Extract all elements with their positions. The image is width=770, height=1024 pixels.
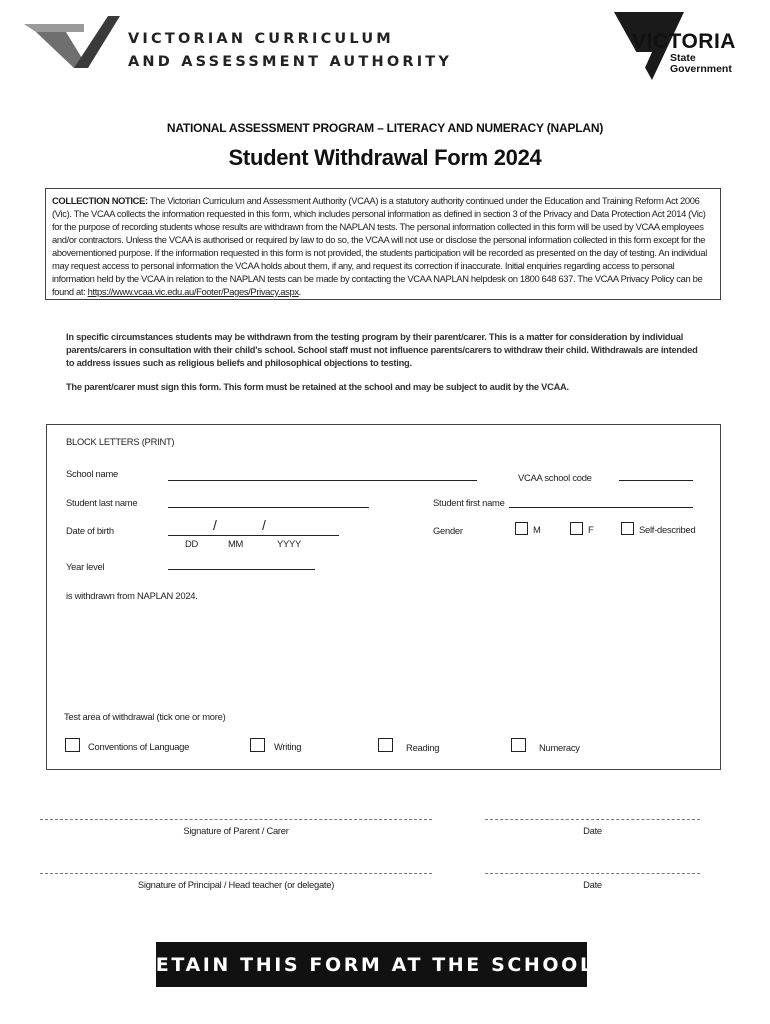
notice-label: COLLECTION NOTICE:	[52, 195, 148, 206]
intro-paragraph: In specific circumstances students may be withdrawn from the testing program by their parent/carer. This is a matter for consideration by individual parents/carers in consultation with their child's school. School staff must not influence parents/carers to withdraw their child. Withdrawals are intended to address issues such as religious beliefs and philosophical objections to testing.	[66, 332, 698, 369]
student-last-name-label: Student last name	[66, 497, 138, 508]
vcaa-chevron-icon	[22, 14, 122, 76]
notice-end: .	[298, 286, 301, 297]
withdrawn-statement: is withdrawn from NAPLAN 2024.	[66, 590, 198, 601]
vcaa-school-code-label: VCAA school code	[518, 472, 592, 483]
gender-self-described-checkbox[interactable]	[621, 522, 634, 535]
writing-checkbox[interactable]	[250, 738, 265, 752]
numeracy-checkbox[interactable]	[511, 738, 526, 752]
victoria-government-logo	[612, 12, 752, 82]
parent-date-field[interactable]	[485, 819, 700, 820]
government-line: Government	[670, 63, 732, 75]
writing-label: Writing	[274, 741, 302, 752]
reading-checkbox[interactable]	[378, 738, 393, 752]
student-first-name-label: Student first name	[433, 497, 505, 508]
parent-signature-field[interactable]	[40, 819, 432, 820]
gender-label: Gender	[433, 525, 463, 536]
dob-slash-2: /	[262, 517, 266, 533]
retain-form-banner: RETAIN THIS FORM AT THE SCHOOL.	[156, 942, 587, 987]
privacy-policy-link[interactable]: https://www.vcaa.vic.edu.au/Footer/Pages/Privacy.aspx	[87, 286, 299, 297]
dob-dd-hint: DD	[185, 538, 199, 549]
student-first-name-field[interactable]	[509, 507, 693, 508]
parent-signature-label: Signature of Parent / Carer	[183, 825, 289, 836]
reading-label: Reading	[406, 742, 440, 753]
sign-instruction: The parent/carer must sign this form. This form must be retained at the school and may be subject to audit by the VCAA.	[66, 382, 569, 392]
dob-mm-hint: MM	[228, 538, 244, 549]
vcaa-logo	[22, 14, 453, 76]
gender-m-label: M	[533, 524, 541, 535]
test-area-label: Test area of withdrawal (tick one or more)	[64, 711, 226, 722]
dob-yyyy-hint: YYYY	[277, 538, 302, 549]
gender-f-label: F	[588, 524, 594, 535]
program-heading: NATIONAL ASSESSMENT PROGRAM – LITERACY AND NUMERACY (NAPLAN)	[166, 121, 604, 135]
gender-f-checkbox[interactable]	[570, 522, 583, 535]
school-name-label: School name	[66, 468, 118, 479]
vcaa-school-code-field[interactable]	[619, 480, 693, 481]
state-line: State	[670, 52, 696, 64]
date-of-birth-label: Date of birth	[66, 525, 114, 536]
student-last-name-field[interactable]	[168, 507, 369, 508]
principal-date-label: Date	[583, 879, 602, 890]
gender-m-checkbox[interactable]	[515, 522, 528, 535]
date-of-birth-field[interactable]	[168, 535, 339, 536]
notice-text: The Victorian Curriculum and Assessment Authority (VCAA) is a statutory authority continued under the Education and Training Reform Act 2006 (Vic). The VCAA collects the information requested in this form, which includes personal information as defined in section 3 of the Privacy and Data Protection Act 2014 (Vic) for the purpose of recording students whose results are withdrawn from the NAPLAN tests. The personal information collected in this form will be used by VCAA employees and/or contractors. Unless the VCAA is authorised or required by law to do so, the VCAA will not use or disclose the personal information collected in this form except for the abovementioned purpose. If the information requested in this form is not provided, the students participation will be recorded as presented on the day of testing. An individual may request access to personal information the VCAA holds about them, if any, and request its correction if inaccurate. Initial enquiries regarding access to personal information held by the VCAA in relation to the NAPLAN tests can be made by contacting the VCAA NAPLAN helpdesk on 1800 648 637. The VCAA Privacy Policy can be found at:	[52, 195, 707, 297]
parent-date-label: Date	[583, 825, 602, 836]
vcaa-name-line2: AND ASSESSMENT AUTHORITY	[128, 54, 453, 70]
principal-date-field[interactable]	[485, 873, 700, 874]
school-name-field[interactable]	[168, 480, 477, 481]
victoria-wordmark: VICTORIA	[632, 30, 736, 53]
year-level-field[interactable]	[168, 569, 315, 570]
conventions-of-language-checkbox[interactable]	[65, 738, 80, 752]
form-title: Student Withdrawal Form 2024	[228, 145, 542, 170]
principal-signature-label: Signature of Principal / Head teacher (or delegate)	[137, 879, 335, 890]
state-government-text	[670, 53, 732, 75]
student-details-form	[46, 424, 721, 770]
principal-signature-field[interactable]	[40, 873, 432, 874]
collection-notice	[45, 188, 721, 300]
gender-self-described-label: Self-described	[639, 524, 696, 535]
block-letters-label: BLOCK LETTERS (PRINT)	[66, 436, 175, 447]
conventions-of-language-label: Conventions of Language	[88, 741, 190, 752]
year-level-label: Year level	[66, 561, 105, 572]
vcaa-name-line1: VICTORIAN CURRICULUM	[128, 31, 394, 47]
numeracy-label: Numeracy	[539, 742, 580, 753]
dob-slash-1: /	[213, 517, 217, 533]
